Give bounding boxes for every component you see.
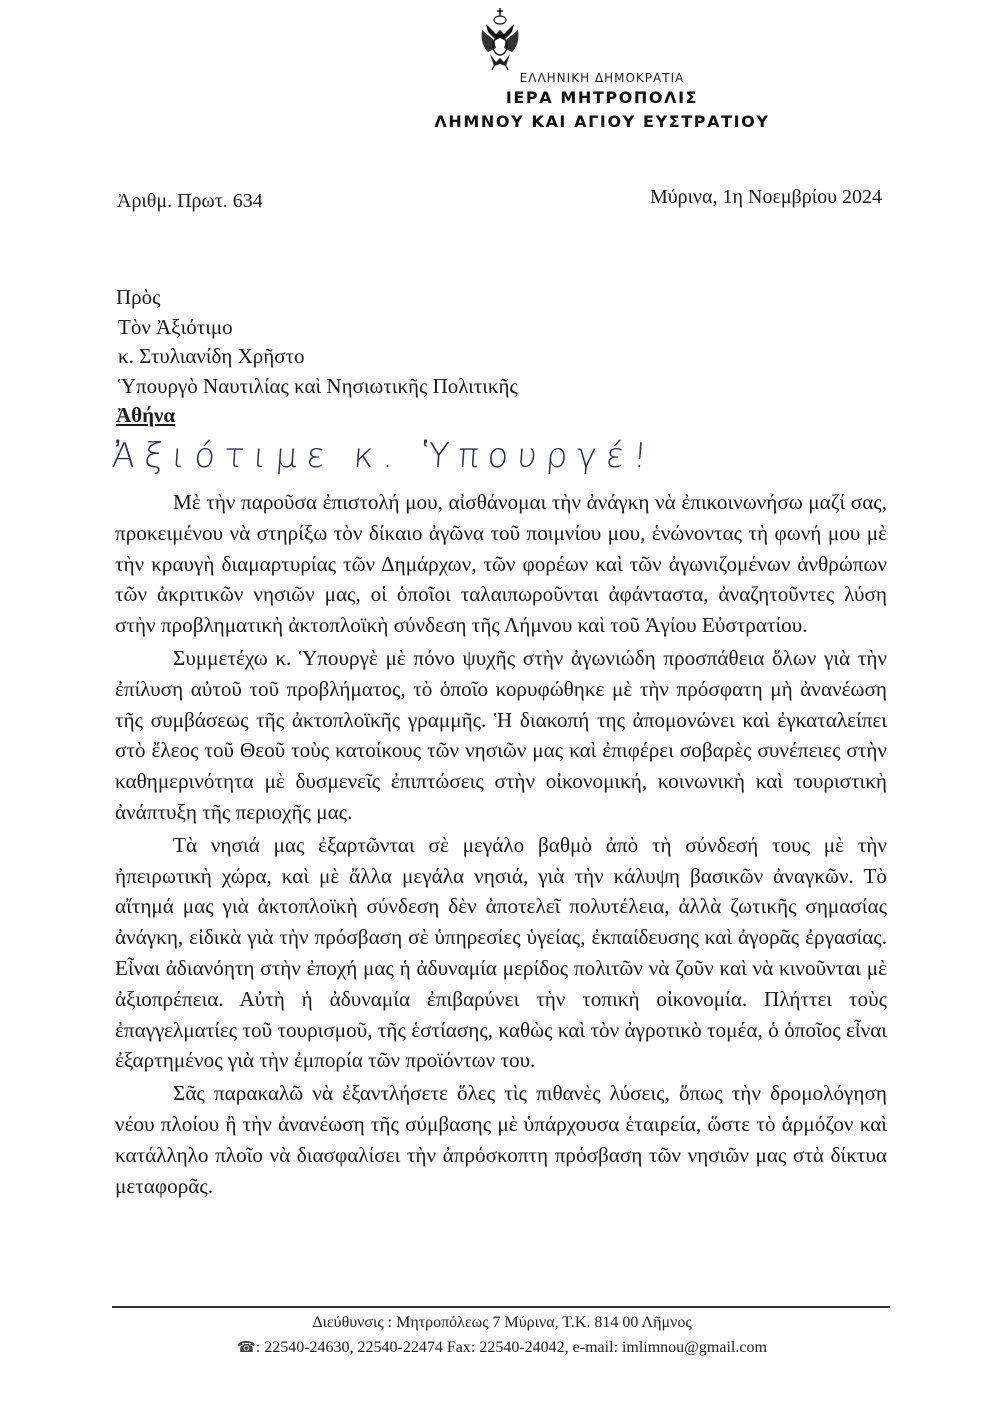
body-paragraph: Τὰ νησιά μας ἐξαρτῶνται σὲ μεγάλο βαθμὸ ἀπὸ τὴ σύνδεσή τους μὲ τὴν ἠπειρωτικὴ χώρα, καὶ μὲ ἄλλα μεγάλα νησιά, γιὰ τὴν κάλυψη βασικῶν ἀναγκῶν. Τὸ αἴτημά μας γιὰ ἀκτοπλοϊκὴ σύνδεση δὲν ἀποτελεῖ πολυτέλεια, ἀλλὰ ζωτικῆς σημασίας ἀνάγκη, εἰδικὰ γιὰ τὴν πρόσβαση σὲ ὑπηρεσίες ὑγείας, ἐκπαίδευσης καὶ ἀγορᾶς ἐργασίας. Εἶναι ἀδιανόητη στὴν ἐποχή μας ἡ ἀδυναμία μερίδος πολιτῶν νὰ ζοῦν καὶ νὰ κινοῦνται μὲ ἀξιοπρέπεια. Αὐτὴ ἡ ἀδυναμία ἐπιβαρύνει τὴν τοπικὴ οἰκονομία. Πλήττει τοὺς ἐπαγγελματίες τοῦ τουρισμοῦ, τῆς ἑστίασης, καθὼς καὶ τὸν ἀγροτικὸ τομέα, ὁ ὁποῖος εἶναι ἐξαρτημένος γιὰ τὴν ἐμπορία τῶν προϊόντων του.	[115, 832, 887, 1073]
letterhead-diocese: ΛΗΜΝΟΥ ΚΑΙ ΑΓΙΟΥ ΕΥΣΤΡΑΤΙΟΥ	[434, 112, 770, 131]
recipient-block	[116, 283, 518, 431]
recipient-title: Ὑπουργὸ Ναυτιλίας καὶ Νησιωτικῆς Πολιτικῆς	[118, 373, 518, 398]
body-paragraph: Σᾶς παρακαλῶ νὰ ἐξαντλήσετε ὅλες τὶς πιθανὲς λύσεις, ὅπως τὴν δρομολόγηση νέου πλοίου ἢ τὴν ἀνανέωση τῆς σύμβασης μὲ ὑπάρχουσα ἑταιρεία, ὥστε τὸ ἁρμόζον καὶ κατάλληλο πλοῖο νὰ διασφαλίσει τὴν ἀπρόσκοπτη πρόσβαση τῶν νησιῶν μας στὰ δίκτυα μεταφορᾶς.	[115, 1081, 887, 1198]
footer-contact-details: : 22540-24630, 22540-22474 Fax: 22540-24042, e-mail: imlimnou@gmail.com	[255, 1339, 767, 1356]
letter-body	[115, 487, 887, 1201]
recipient-prefix: Πρὸς	[116, 285, 161, 309]
telephone-icon: ☎	[237, 1338, 256, 1356]
footer-address: Διεύθυνσις : Μητροπόλεως 7 Μύρινα, Τ.Κ. 814 00 Λῆμνος	[312, 1314, 692, 1331]
recipient-honorific: Τὸν Ἀξιότιμο	[118, 314, 233, 339]
double-headed-eagle-icon	[476, 8, 524, 70]
place-date: Μύρινα, 1η Νοεμβρίου 2024	[649, 186, 882, 208]
footer-divider	[112, 1306, 890, 1308]
handwritten-salutation: Ἀξιότιμε κ. Ὑπουργέ!	[110, 436, 658, 476]
protocol-number: Ἀριθμ. Πρωτ. 634	[117, 190, 263, 212]
letterhead-country: ΕΛΛΗΝΙΚΗ ΔΗΜΟΚΡΑΤΙΑ	[519, 71, 685, 85]
recipient-city: Ἀθήνα	[116, 403, 176, 427]
footer-contact	[2, 1338, 1000, 1357]
body-paragraph: Συμμετέχω κ. Ὑπουργὲ μὲ πόνο ψυχῆς στὴν ἀγωνιώδη προσπάθεια ὅλων γιὰ τὴν ἐπίλυση αὐτοῦ τοῦ προβλήματος, τὸ ὁποῖο κορυφώθηκε μὲ τὴν πρόσφατη μὴ ἀνανέωση τῆς συμβάσεως τῆς ἀκτοπλοϊκῆς γραμμῆς. Ἡ διακοπή της ἀπομονώνει καὶ ἐγκαταλείπει στὸ ἔλεος τοῦ Θεοῦ τοὺς κατοίκους τῶν νησιῶν μας καὶ ἐπιφέρει σοβαρὲς συνέπειες στὴν καθημερινότητα μὲ δυσμενεῖς ἐπιπτώσεις στὴν οἰκονομική, κοινωνικὴ καὶ τουριστικὴ ἀνάπτυξη τῆς περιοχῆς μας.	[115, 645, 887, 824]
body-paragraph: Μὲ τὴν παροῦσα ἐπιστολή μου, αἰσθάνομαι τὴν ἀνάγκη νὰ ἐπικοινωνήσω μαζί σας, προκειμένου νὰ στηρίξω τὸν δίκαιο ἀγῶνα τοῦ ποιμνίου μου, ἑνώνοντας τὴ φωνή μου μὲ τὴν κραυγὴ διαμαρτυρίας τῶν Δημάρχων, τῶν φορέων καὶ τῶν ἀγωνιζομένων ἀνθρώπων τῶν ἀκριτικῶν νησιῶν μας, οἱ ὁποῖοι ταλαιπωροῦνται ἀφάνταστα, ἀναζητοῦντες λύση στὴν προβληματικὴ ἀκτοπλοϊκὴ σύνδεση τῆς Λήμνου καὶ τοῦ Ἁγίου Εὐστρατίου.	[115, 490, 887, 638]
letterhead-metropolis: ΙΕΡΑ ΜΗΤΡΟΠΟΛΙΣ	[505, 88, 699, 107]
recipient-name: κ. Στυλιανίδη Χρῆστο	[118, 344, 305, 368]
